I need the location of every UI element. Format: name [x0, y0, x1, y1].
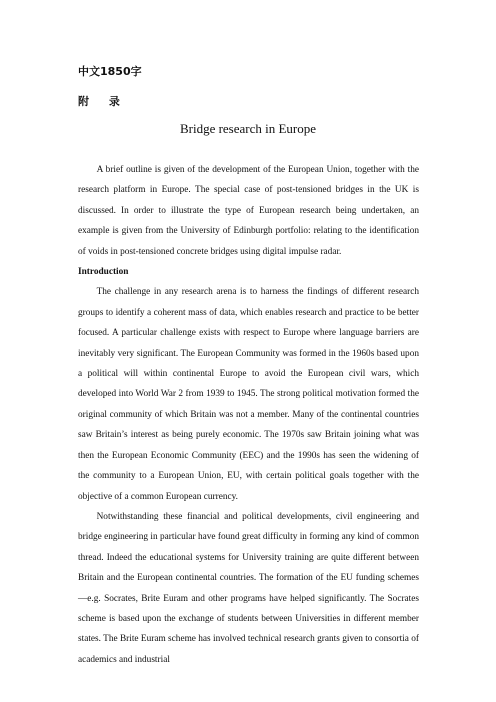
- body-paragraph: The challenge in any research arena is to harness the findings of different research groups to identify a coherent mass of data, which enables research and practice to be better focused. A particular challenge exists with respect to Europe where language barriers are inevitably very significant. The European Community was formed in the 1960s based upon a political will within continental Europe to avoid the European civil wars, which developed into World War 2 from 1939 to 1945. The strong political motivation formed the original community of which Britain was not a member. Many of the continental countries saw Britain’s interest as being purely economic. The 1970s saw Britain joining what was then the European Economic Community (EEC) and the 1990s has seen the widening of the community to a European Union, EU, with certain political goals together with the objective of a common European currency.: [78, 287, 419, 502]
- word-count-label: 中文1850字: [78, 65, 142, 78]
- body-paragraph: Notwithstanding these financial and political developments, civil engineering and bridge engineering in particular have found great difficulty in forming any kind of common thread. Indeed the educational systems for University training are quite different between Britain and the European continental countries. The formation of the EU funding schemes —e.g. Socrates, Brite Euram and other programs have helped significantly. The Socrates scheme is based upon the exchange of students between Universities in different member states. The Brite Euram scheme has involved technical research grants given to consortia of academics and industrial: [78, 511, 419, 665]
- abstract-paragraph: A brief outline is given of the development of the European Union, together with the research platform in Europe. The special case of post-tensioned bridges in the UK is discussed. In order to illustrate the type of European research being undertaken, an example is given from the University of Edinburgh portfolio: relating to the identification of voids in post-tensioned concrete bridges using digital impulse radar.: [78, 165, 419, 257]
- article-body: [78, 160, 419, 670]
- article-title: Bridge research in Europe: [179, 121, 317, 136]
- section-heading-introduction: Introduction: [78, 267, 129, 278]
- appendix-label: 附 录: [78, 95, 128, 108]
